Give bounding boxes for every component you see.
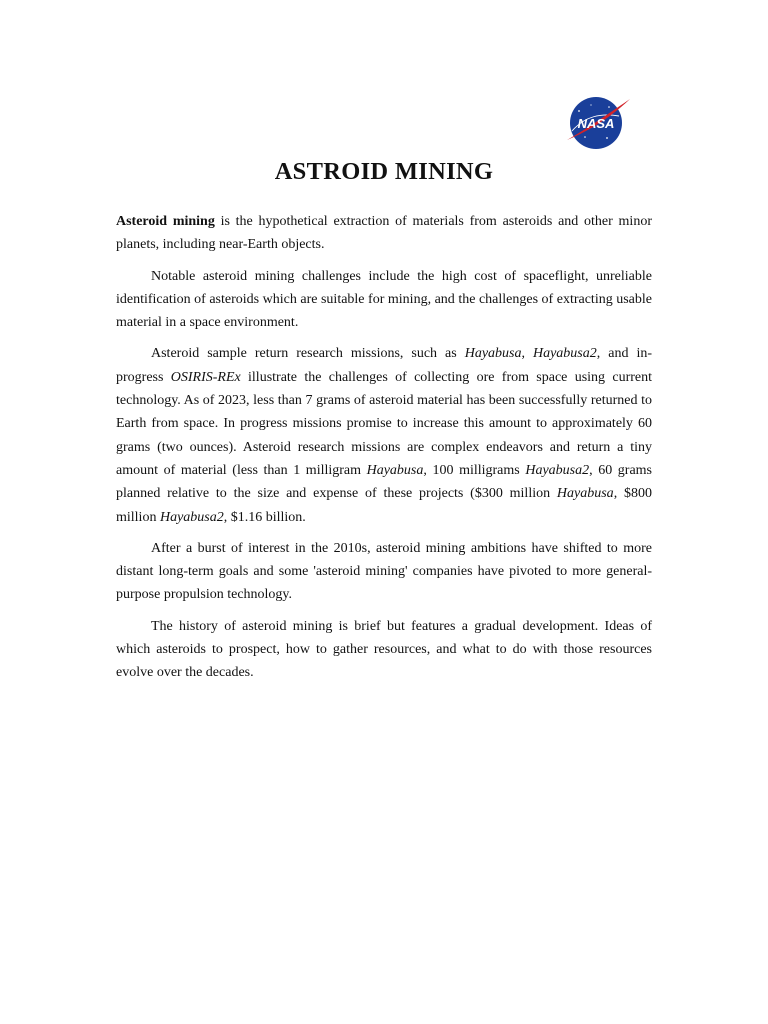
document-body — [116, 210, 652, 693]
text-run: illustrate the challenges of collecting ore from space using current technology. As of 2023, less than 7 grams of asteroid material has been successfully returned to Earth from space. In progress missions promise to increase this amount to approximately 60 grams (two ounces). Asteroid research missions are complex endeavors and return a tiny amount of material (less than 1 milligram — [116, 369, 652, 478]
mission-name: Hayabusa2 — [525, 462, 590, 478]
paragraph-intro-text: is the hypothetical extraction of materials from asteroids and other minor planets, including near-Earth objects. — [116, 214, 652, 253]
nasa-logo — [563, 96, 631, 150]
text-run: , 60 grams planned relative to the size and expense of these projects ($300 million — [116, 462, 652, 502]
text-run: , 100 milligrams — [423, 462, 526, 478]
nasa-logo-text: NASA — [577, 116, 615, 131]
lead-term: Asteroid mining — [116, 214, 215, 229]
text-run: , $800 million — [116, 486, 652, 525]
paragraph-history: The history of asteroid mining is brief but features a gradual development. Ideas of which asteroids to prospect, how to gather resources, and what to do with those resources evolve over the decades. — [116, 618, 652, 681]
mission-name: OSIRIS-REx — [170, 369, 241, 385]
paragraph-intro — [116, 210, 652, 257]
mission-name: Hayabusa — [556, 486, 614, 502]
mission-name: Hayabusa — [464, 346, 522, 362]
paragraph-missions — [116, 342, 652, 528]
paragraph-challenges: Notable asteroid mining challenges include the high cost of spaceflight, unreliable identification of asteroids which are suitable for mining, and the challenges of extracting usable material in a space environment. — [116, 268, 652, 331]
mission-name: Hayabusa — [366, 462, 424, 478]
paragraph-ambitions: After a burst of interest in the 2010s, asteroid mining ambitions have shifted to more distant long-term goals and some 'asteroid mining' companies have pivoted to more general-purpose propulsion technology. — [116, 540, 652, 603]
mission-name: Hayabusa2 — [159, 509, 224, 525]
mission-name: Hayabusa2 — [532, 346, 597, 362]
text-run: , $1.16 billion. — [223, 509, 306, 525]
document-title: ASTROID MINING — [274, 158, 494, 185]
text-run: , — [521, 346, 533, 362]
text-run: , and in-progress — [116, 346, 653, 385]
text-run: Asteroid sample return research missions, such as — [151, 346, 465, 362]
